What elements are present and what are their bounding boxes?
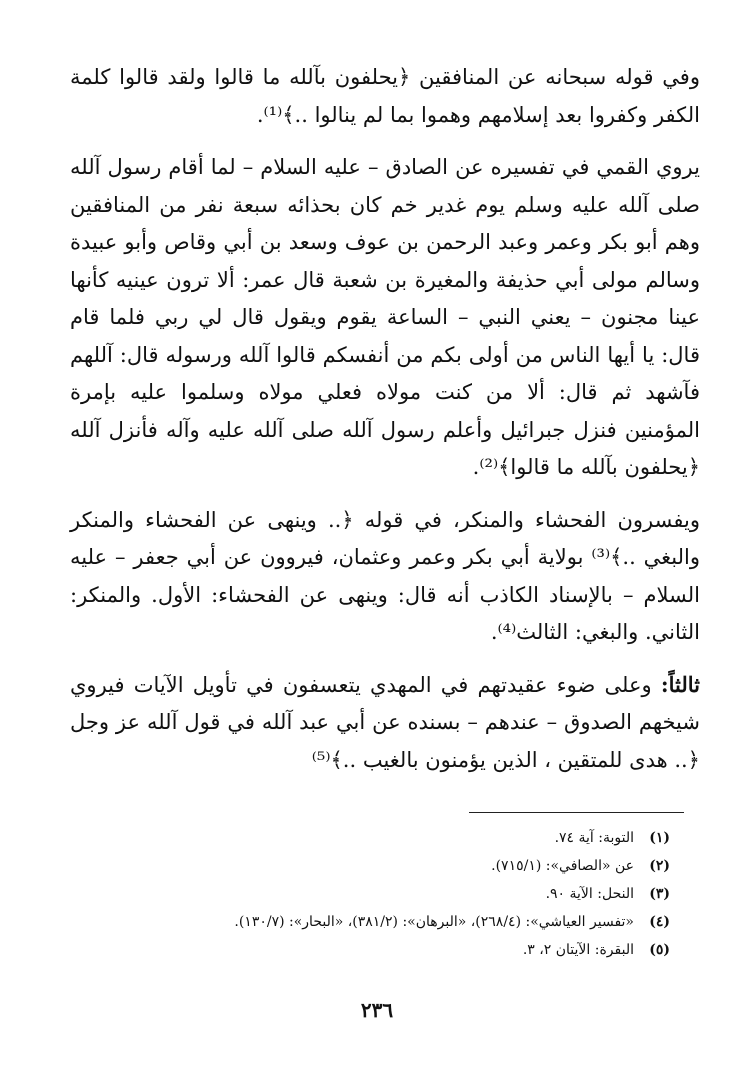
footnote-text: عن «الصافي»: (٧١٥/١). [491, 858, 634, 874]
footnote-item [70, 936, 670, 964]
paragraph-2 [70, 148, 700, 487]
footnote-item [70, 880, 670, 908]
footnote-number: (١) [649, 830, 670, 846]
footnote-text: النحل: الآية ٩٠. [545, 886, 634, 902]
footnote-item [70, 824, 670, 852]
paragraph-text: يروي القمي في تفسيره عن الصادق – عليه السلام – لما أقام رسول آلله صلى آلله عليه وسلم يوم غدير خم كان بحذائه سبعة نفر من المنافقين وهم أبو بكر وعمر وعبد الرحمن بن عوف وسعد بن أبي وقاص وأبو عبيدة وسالم مولى أبي حذيفة والمغيرة بن شعبة قال عمر: ألا ترون عينيه كأنها عينا مجنون – يعني النبي – الساعة يقوم ويقول قال لي ربي فلما قام قال: يا أيها الناس من أولى بكم من أنفسكم قالوا آلله ورسوله قال: آللهم فآشهد ثم قال: ألا من كنت مولاه فعلي مولاه وسلموا عليه بإمرة المؤمنين فنزل جبرائيل وأعلم رسول آلله صلى آلله عليه وآله فأنزل آلله ﴿يحلفون بآلله ما قالوا﴾⁽²⁾. [70, 155, 700, 479]
paragraph-4 [70, 666, 700, 780]
footnote-text: البقرة: الآيتان ٢، ٣. [522, 942, 634, 958]
footnote-text: «تفسير العياشي»: (٢٦٨/٤)، «البرهان»: (٣٨١/٢)، «البحار»: (١٣٠/٧). [234, 914, 634, 930]
page-body [70, 58, 700, 793]
footnote-text: التوبة: آية ٧٤. [554, 830, 634, 846]
paragraph-lead: ثالثاً: [660, 671, 700, 697]
footnote-item [70, 908, 670, 936]
footnote-number: (٣) [649, 886, 670, 902]
paragraph-text: ويفسرون الفحشاء والمنكر، في قوله ﴿.. وينهى عن الفحشاء والمنكر والبغي ..﴾⁽³⁾ بولاية أبي بكر وعمر وعثمان، فيروون عن أبي جعفر – عليه السلام – بالإسناد الكاذب أنه قال: وينهى عن الفحشاء: الأول. والمنكر: الثاني. والبغي: الثالث⁽⁴⁾. [70, 507, 701, 644]
footnote-number: (٤) [649, 914, 670, 930]
paragraph-text: وفي قوله سبحانه عن المنافقين ﴿يحلفون بآلله ما قالوا ولقد قالوا كلمة الكفر وكفروا بعد إسلامهم وهموا بما لم ينالوا ..﴾⁽¹⁾. [70, 65, 700, 127]
paragraph-text: وعلى ضوء عقيدتهم في المهدي يتعسفون في تأويل الآيات فيروي شيخهم الصدوق – عندهم – بسنده عن أبي عبد آلله في قول آلله عز وجل ﴿.. هدى للمتقين ، الذين يؤمنون بالغيب ..﴾⁽⁵⁾ [70, 672, 700, 772]
footnote-number: (٢) [649, 858, 670, 874]
footnote-divider [469, 812, 684, 813]
footnotes [70, 824, 670, 964]
footnote-number: (٥) [649, 942, 670, 958]
paragraph-3 [70, 501, 700, 652]
paragraph-1 [70, 58, 700, 134]
footnote-item [70, 852, 670, 880]
page-number: ٢٣٦ [360, 998, 394, 1022]
